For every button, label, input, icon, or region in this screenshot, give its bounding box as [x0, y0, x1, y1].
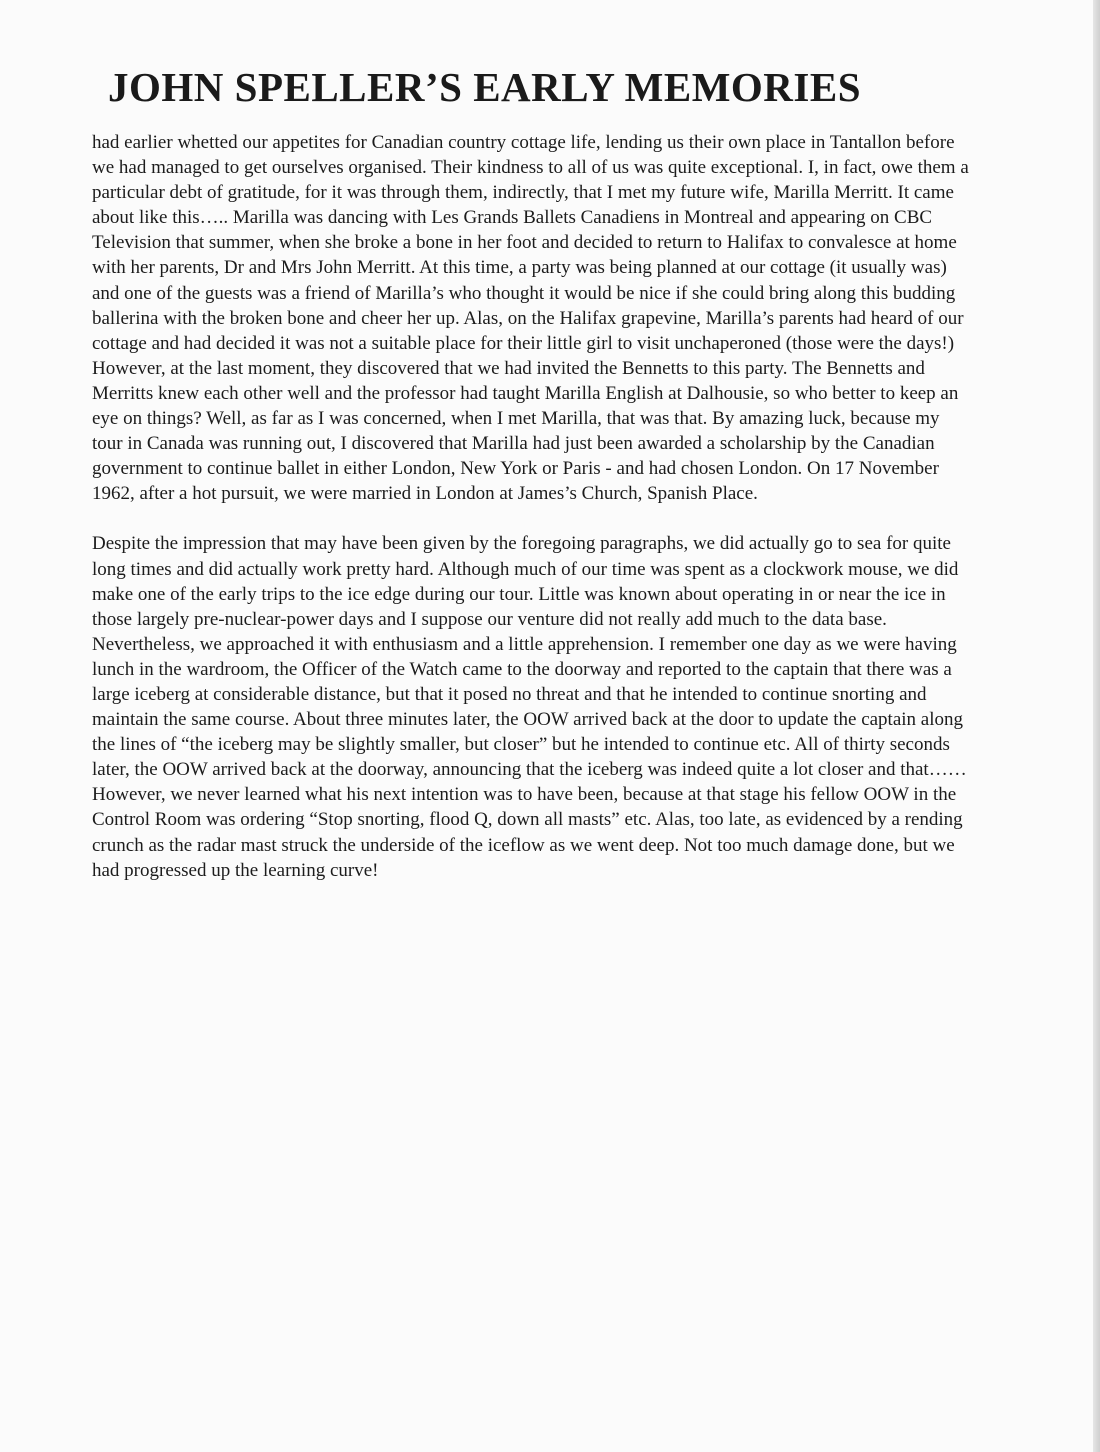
document-body [92, 130, 972, 908]
paragraph-iceberg: Despite the impression that may have been given by the foregoing paragraphs, we did actually go to sea for quite long times and did actually work pretty hard. Although much of our time was spent as a clockwork mouse, we did make one of the early trips to the ice edge during our tour. Little was known about operating in or near the ice in those largely pre-nuclear-power days and I suppose our venture did not really add much to the data base. Nevertheless, we approached it with enthusiasm and a little apprehension. I remember one day as we were having lunch in the wardroom, the Officer of the Watch came to the doorway and reported to the captain that there was a large iceberg at considerable distance, but that it posed no threat and that he intended to continue snorting and maintain the same course. About three minutes later, the OOW arrived back at the door to update the captain along the lines of “the iceberg may be slightly smaller, but closer” but he intended to continue etc. All of thirty seconds later, the OOW arrived back at the doorway, announcing that the iceberg was indeed quite a lot closer and that…… However, we never learned what his next intention was to have been, because at that stage his fellow OOW in the Control Room was ordering “Stop snorting, flood Q, down all masts” etc. Alas, too late, as evidenced by a rending crunch as the radar mast struck the underside of the iceflow as we went deep. Not too much damage done, but we had progressed up the learning curve! [92, 533, 967, 881]
page-title: JOHN SPELLER’S EARLY MEMORIES [108, 64, 862, 110]
paragraph-cottage-marilla: had earlier whetted our appetites for Canadian country cottage life, lending us their own place in Tantallon before we had managed to get ourselves organised. Their kindness to all of us was quite exceptional. I, in fact, owe them a particular debt of gratitude, for it was through them, indirectly, that I met my future wife, Marilla Merritt. It came about like this….. Marilla was dancing with Les Grands Ballets Canadiens in Montreal and appearing on CBC Television that summer, when she broke a bone in her foot and decided to return to Halifax to convalesce at home with her parents, Dr and Mrs John Merritt. At this time, a party was being planned at our cottage (it usually was) and one of the guests was a friend of Marilla’s who thought it would be nice if she could bring along this budding ballerina with the broken bone and cheer her up. Alas, on the Halifax grapevine, Marilla’s parents had heard of our cottage and had decided it was not a suitable place for their little girl to visit unchaperoned (those were the days!) However, at the last moment, they discovered that we had invited the Bennetts to this party. The Bennetts and Merritts knew each other well and the professor had taught Marilla English at Dalhousie, so who better to keep an eye on things? Well, as far as I was concerned, when I met Marilla, that was that. By amazing luck, because my tour in Canada was running out, I discovered that Marilla had just been awarded a scholarship by the Canadian government to continue ballet in either London, New York or Paris - and had chosen London. On 17 November 1962, after a hot pursuit, we were married in London at James’s Church, Spanish Place. [92, 132, 969, 505]
page-edge-shadow [1093, 0, 1100, 1452]
